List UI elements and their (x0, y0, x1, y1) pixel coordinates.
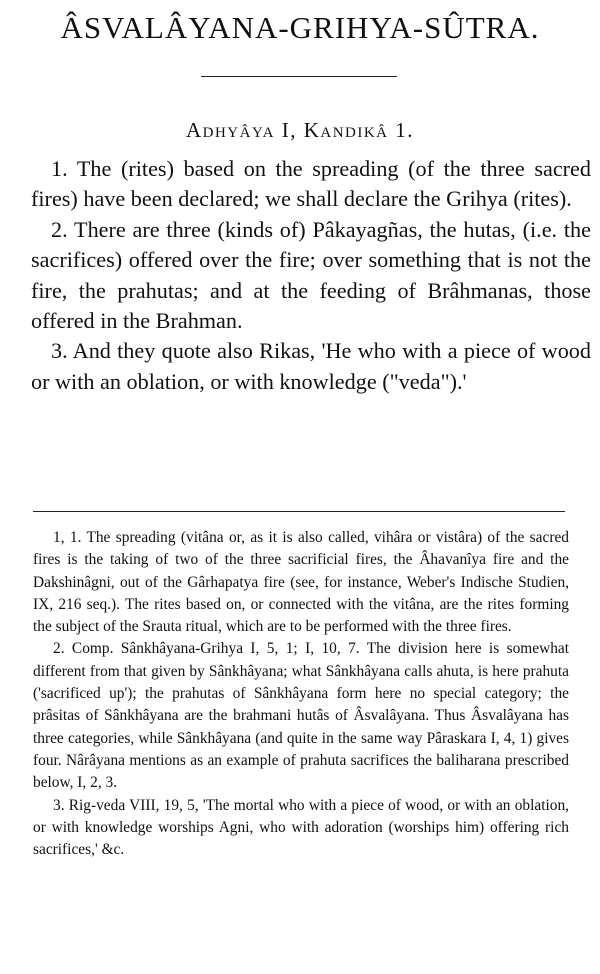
page-title: ÂSVALÂYANA-GRIHYA-SÛTRA. (60, 10, 540, 45)
note-3: 3. Rig-veda VIII, 19, 5, 'The mortal who with a piece of wood, or with an oblation, or with knowledge worships Agni, who with adoration (worships him) offering rich sacrifices,' &c. (33, 796, 569, 859)
note-2: 2. Comp. Sânkhâyana-Grihya I, 5, 1; I, 10, 7. The division here is somewhat different from that given by Sânkhâyana; what Sânkhâyana calls ahuta, is here prahuta ('sacrificed up'); the prahutas of Sânkhâyana form here no special category; the prâsitas of Sânkhâyana are the brahmani hutâs of Âsvalâyana. Thus Âsvalâyana has three categories, while Sânkhâyana (and quite in the same way Pâraskara I, 4, 1) gives four. Nârâyana mentions as an example of prahuta sacrifices the baliharana prescribed below, I, 2, 3. (33, 640, 569, 792)
footnote-divider (33, 511, 565, 512)
sutra-text (31, 154, 591, 397)
chapter-heading: Adhyâya I, Kandikâ 1. (185, 118, 415, 142)
note-1: 1, 1. The spreading (vitâna or, as it is also called, vihâra or vistâra) of the sacred fires is the taking of two of the three sacrificial fires, the Âhavanîya fire and the Dakshinâgni, out of the Gârhapatya fire (see, for instance, Weber's Indische Studien, IX, 216 seq.). The rites based on, or connected with the vitâna, are the rites forming the subject of the Srauta ritual, which are to be performed with the three fires. (33, 529, 569, 636)
sutra-2: 2. There are three (kinds of) Pâkayagñas, the hutas, (i.e. the sacrifices) offered over the fire; over something that is not the fire, the prahutas; and at the feeding of Brâhmanas, those offered in the Brahman. (31, 216, 591, 334)
sutra-3: 3. And they quote also Rikas, 'He who with a piece of wood or with an oblation, or with knowledge ("veda").' (31, 338, 591, 394)
title-divider (201, 76, 397, 77)
sutra-1: 1. The (rites) based on the spreading (of the three sacred fires) have been declared; we shall declare the Grihya (rites). (31, 156, 591, 212)
commentary-notes (33, 527, 569, 861)
